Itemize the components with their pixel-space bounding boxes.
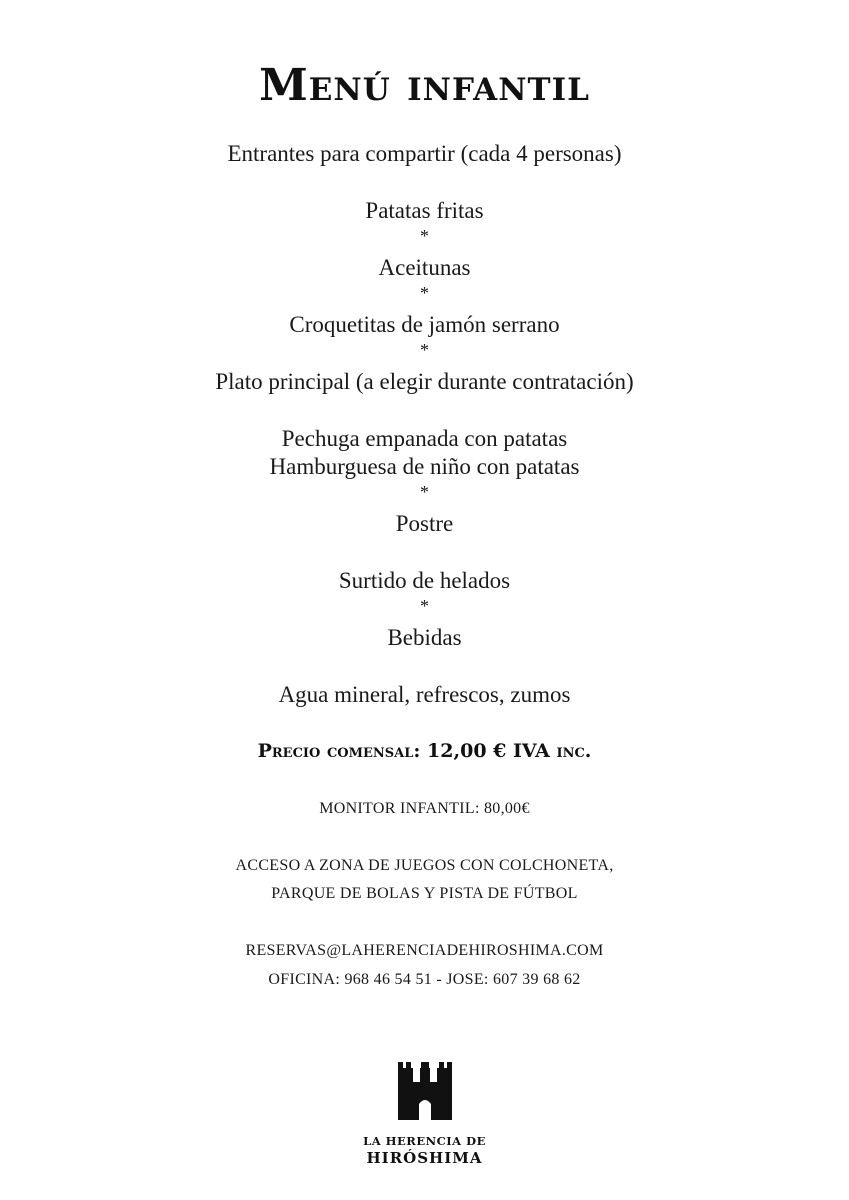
- separator-star: *: [420, 226, 429, 246]
- monitor-price: MONITOR INFANTIL: 80,00€: [319, 800, 530, 817]
- castle-icon: [398, 1062, 452, 1120]
- menu-item: Surtido de helados: [338, 568, 511, 593]
- menu-item: Pechuga empanada con patatas: [281, 426, 568, 451]
- separator-star: *: [420, 340, 429, 360]
- menu-item: Croquetitas de jamón serrano: [289, 312, 560, 337]
- access-line-1: ACCESO A ZONA DE JUEGOS CON COLCHONETA,: [235, 857, 614, 874]
- menu-item: Patatas fritas: [365, 198, 484, 223]
- contact-phones: OFICINA: 968 46 54 51 - JOSE: 607 39 68 62: [268, 971, 581, 988]
- brand-logo: [0, 1062, 849, 1167]
- drinks-heading: Bebidas: [387, 625, 462, 650]
- menu-item: Agua mineral, refrescos, zumos: [278, 682, 571, 707]
- access-line-2: PARQUE DE BOLAS Y PISTA DE FÚTBOL: [271, 885, 578, 902]
- starters-heading: Entrantes para compartir (cada 4 personas): [227, 141, 622, 166]
- separator-star: *: [420, 596, 429, 616]
- logo-text-line1: LA HERENCIA DE: [363, 1134, 486, 1148]
- price-line: Precio comensal: 12,00 € IVA inc.: [257, 740, 592, 762]
- dessert-heading: Postre: [395, 511, 454, 536]
- menu-item: Hamburguesa de niño con patatas: [269, 454, 580, 479]
- contact-email: RESERVAS@LAHERENCIADEHIROSHIMA.COM: [245, 942, 604, 959]
- separator-star: *: [420, 482, 429, 502]
- separator-star: *: [420, 283, 429, 303]
- page-title: Menú infantil: [259, 60, 590, 111]
- logo-text-line2: HIRÓSHIMA: [366, 1149, 483, 1167]
- main-course-heading: Plato principal (a elegir durante contratación): [215, 369, 634, 394]
- menu-item: Aceitunas: [378, 255, 471, 280]
